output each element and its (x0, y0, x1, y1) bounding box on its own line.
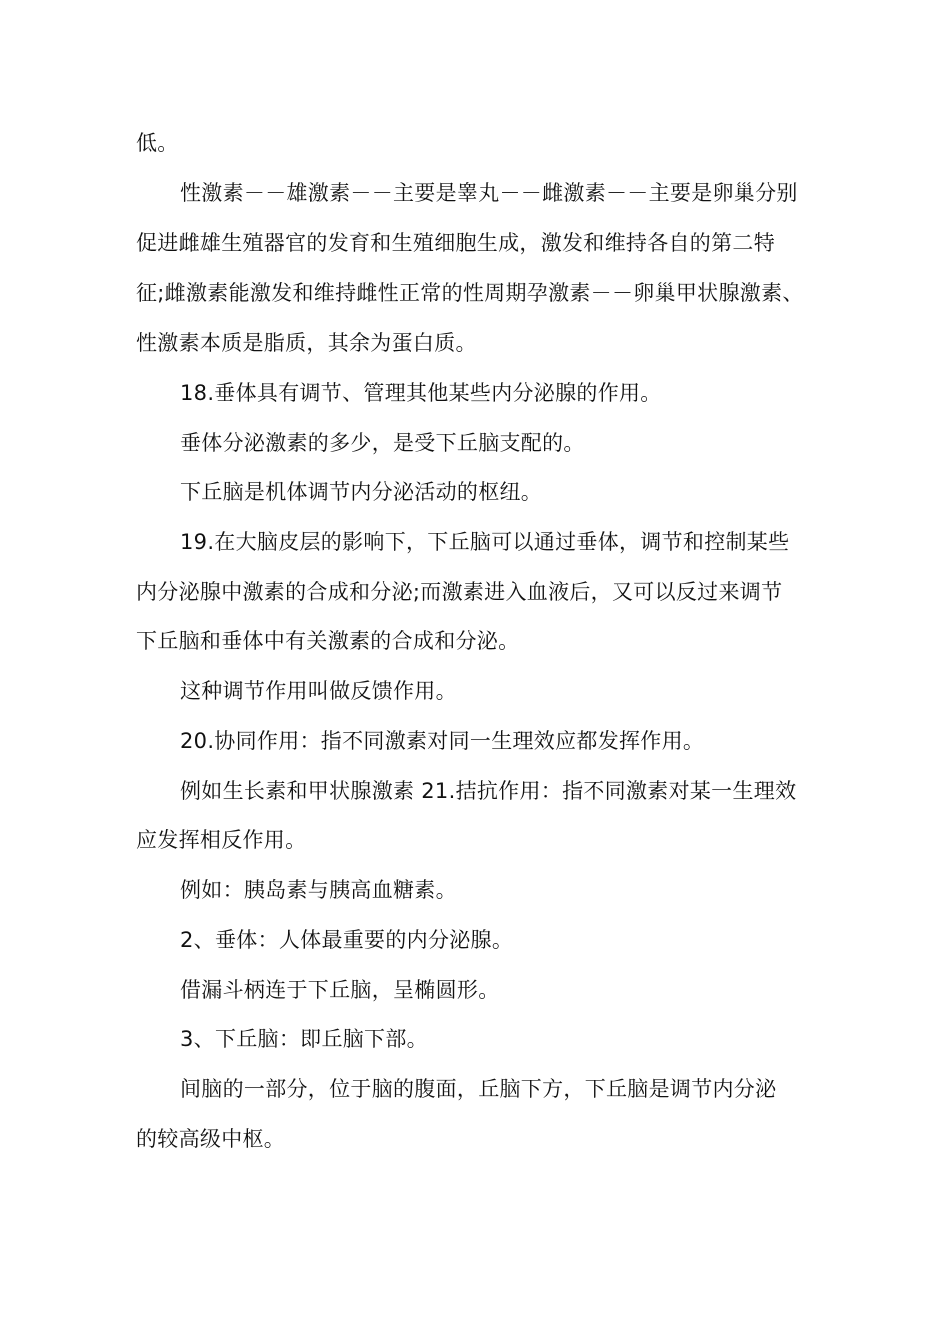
text-line: 19.在大脑皮层的影响下，下丘脑可以通过垂体，调节和控制某些 (180, 530, 790, 554)
text-line: 低。 (136, 131, 179, 155)
text-line: 这种调节作用叫做反馈作用。 (180, 679, 457, 703)
text-line: 3、下丘脑：即丘脑下部。 (180, 1027, 428, 1051)
text-line: 征;雌激素能激发和维持雌性正常的性周期孕激素－－卵巢甲状腺激素、 (136, 281, 804, 305)
text-line: 的较高级中枢。 (136, 1127, 286, 1151)
text-line: 性激素－－雄激素－－主要是睾丸－－雌激素－－主要是卵巢分别 (180, 181, 798, 205)
text-line: 20.协同作用：指不同激素对同一生理效应都发挥作用。 (180, 729, 705, 753)
text-line: 下丘脑和垂体中有关激素的合成和分泌。 (136, 629, 520, 653)
text-line: 垂体分泌激素的多少，是受下丘脑支配的。 (180, 431, 585, 455)
text-line: 促进雌雄生殖器官的发育和生殖细胞生成，激发和维持各自的第二特 (136, 231, 775, 255)
text-line: 2、垂体：人体最重要的内分泌腺。 (180, 928, 514, 952)
text-line: 例如：胰岛素与胰高血糖素。 (180, 878, 457, 902)
text-line: 性激素本质是脂质，其余为蛋白质。 (136, 331, 477, 355)
text-line: 例如生长素和甲状腺激素 21.拮抗作用：指不同激素对某一生理效 (180, 779, 797, 803)
text-line: 下丘脑是机体调节内分泌活动的枢纽。 (180, 480, 543, 504)
text-line: 内分泌腺中激素的合成和分泌;而激素进入血液后，又可以反过来调节 (136, 580, 783, 604)
text-line: 18.垂体具有调节、管理其他某些内分泌腺的作用。 (180, 381, 662, 405)
text-line: 应发挥相反作用。 (136, 828, 307, 852)
text-line: 间脑的一部分，位于脑的腹面，丘脑下方，下丘脑是调节内分泌 (180, 1077, 777, 1101)
text-line: 借漏斗柄连于下丘脑，呈椭圆形。 (180, 978, 500, 1002)
